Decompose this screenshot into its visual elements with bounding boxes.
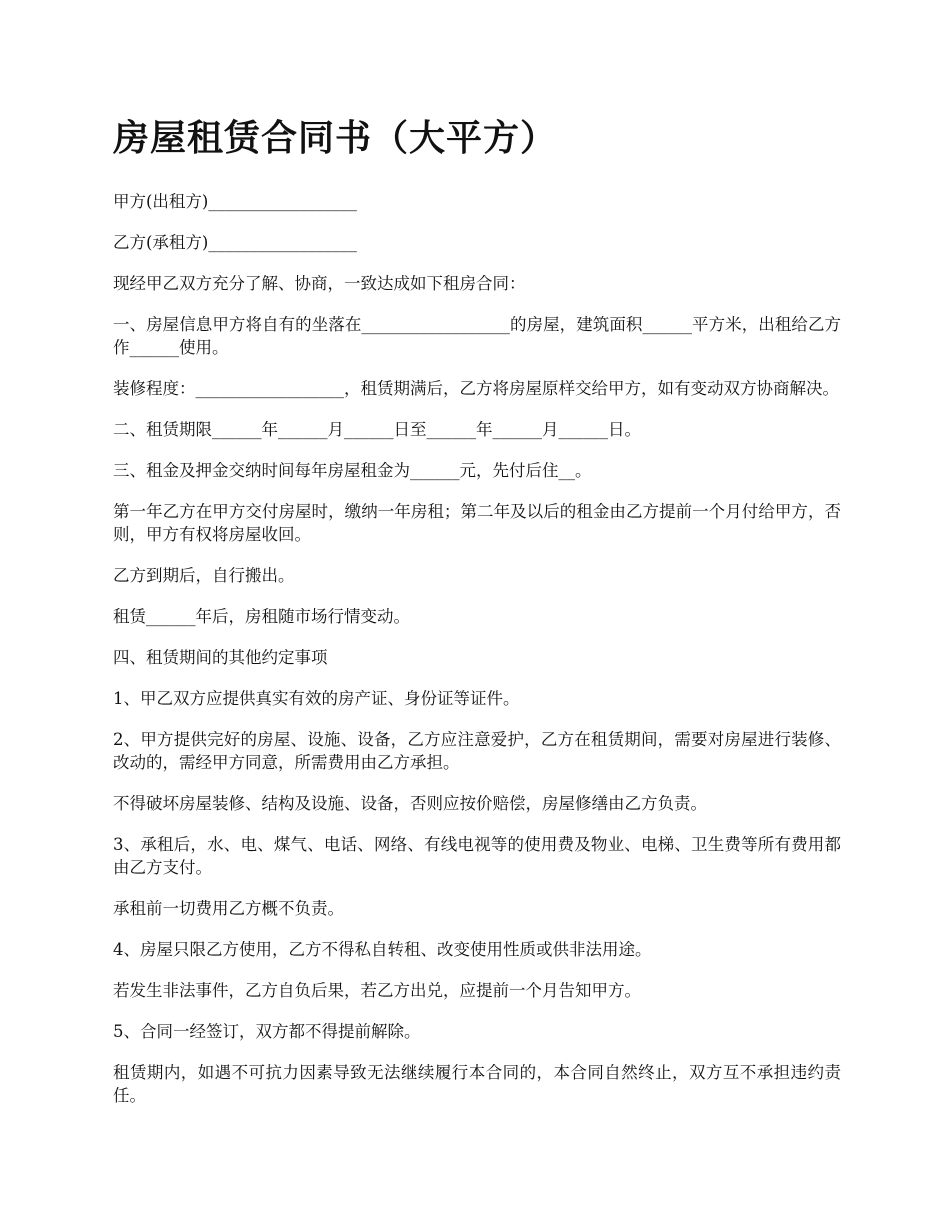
move-out-paragraph: 乙方到期后，自行搬出。	[113, 566, 295, 585]
decoration-paragraph: 装修程度：__________________，租赁期满后，乙方将房屋原样交给甲方，如有变动双方协商解决。	[113, 379, 839, 398]
section-3-rent-deposit: 三、租金及押金交纳时间每年房屋租金为______元，先付后住__。	[113, 461, 592, 480]
clause-3-continued: 承租前一切费用乙方概不负责。	[113, 899, 344, 918]
preamble-paragraph: 现经甲乙双方充分了解、协商，一致达成如下租房合同：	[113, 274, 526, 293]
clause-2: 2、甲方提供完好的房屋、设施、设备，乙方应注意爱护，乙方在租赁期间，需要对房屋进行装修、改动的，需经甲方同意，所需费用由乙方承担。	[113, 730, 841, 772]
party-a-line: 甲方(出租方)__________________	[113, 192, 357, 211]
section-4-heading: 四、租赁期间的其他约定事项	[113, 648, 328, 667]
document-title: 房屋租赁合同书（大平方）	[113, 117, 558, 159]
document-page	[113, 108, 841, 1125]
rent-adjust-paragraph: 租赁______年后，房租随市场行情变动。	[113, 607, 410, 626]
clause-5-continued: 租赁期内，如遇不可抗力因素导致无法继续履行本合同的，本合同自然终止，双方互不承担违约责任。	[113, 1063, 841, 1105]
rent-payment-paragraph: 第一年乙方在甲方交付房屋时，缴纳一年房租；第二年及以后的租金由乙方提前一个月付给甲方，否则，甲方有权将房屋收回。	[113, 502, 841, 544]
clause-2-continued: 不得破坏房屋装修、结构及设施、设备，否则应按价赔偿，房屋修缮由乙方负责。	[113, 794, 707, 813]
clause-4: 4、房屋只限乙方使用，乙方不得私自转租、改变使用性质或供非法用途。	[113, 940, 652, 959]
clause-3: 3、承租后，水、电、煤气、电话、网络、有线电视等的使用费及物业、电梯、卫生费等所有费用都由乙方支付。	[113, 835, 841, 877]
clause-5: 5、合同一经签订，双方都不得提前解除。	[113, 1022, 421, 1041]
clause-4-continued: 若发生非法事件，乙方自负后果，若乙方出兑，应提前一个月告知甲方。	[113, 981, 641, 1000]
section-1-house-info: 一、房屋信息甲方将自有的坐落在__________________的房屋，建筑面积______平方米，出租给乙方作______使用。	[113, 315, 841, 357]
clause-1: 1、甲乙双方应提供真实有效的房产证、身份证等证件。	[113, 689, 520, 708]
section-2-lease-term: 二、租赁期限______年______月______日至______年______月______日。	[113, 420, 641, 439]
party-b-line: 乙方(承租方)__________________	[113, 233, 357, 252]
